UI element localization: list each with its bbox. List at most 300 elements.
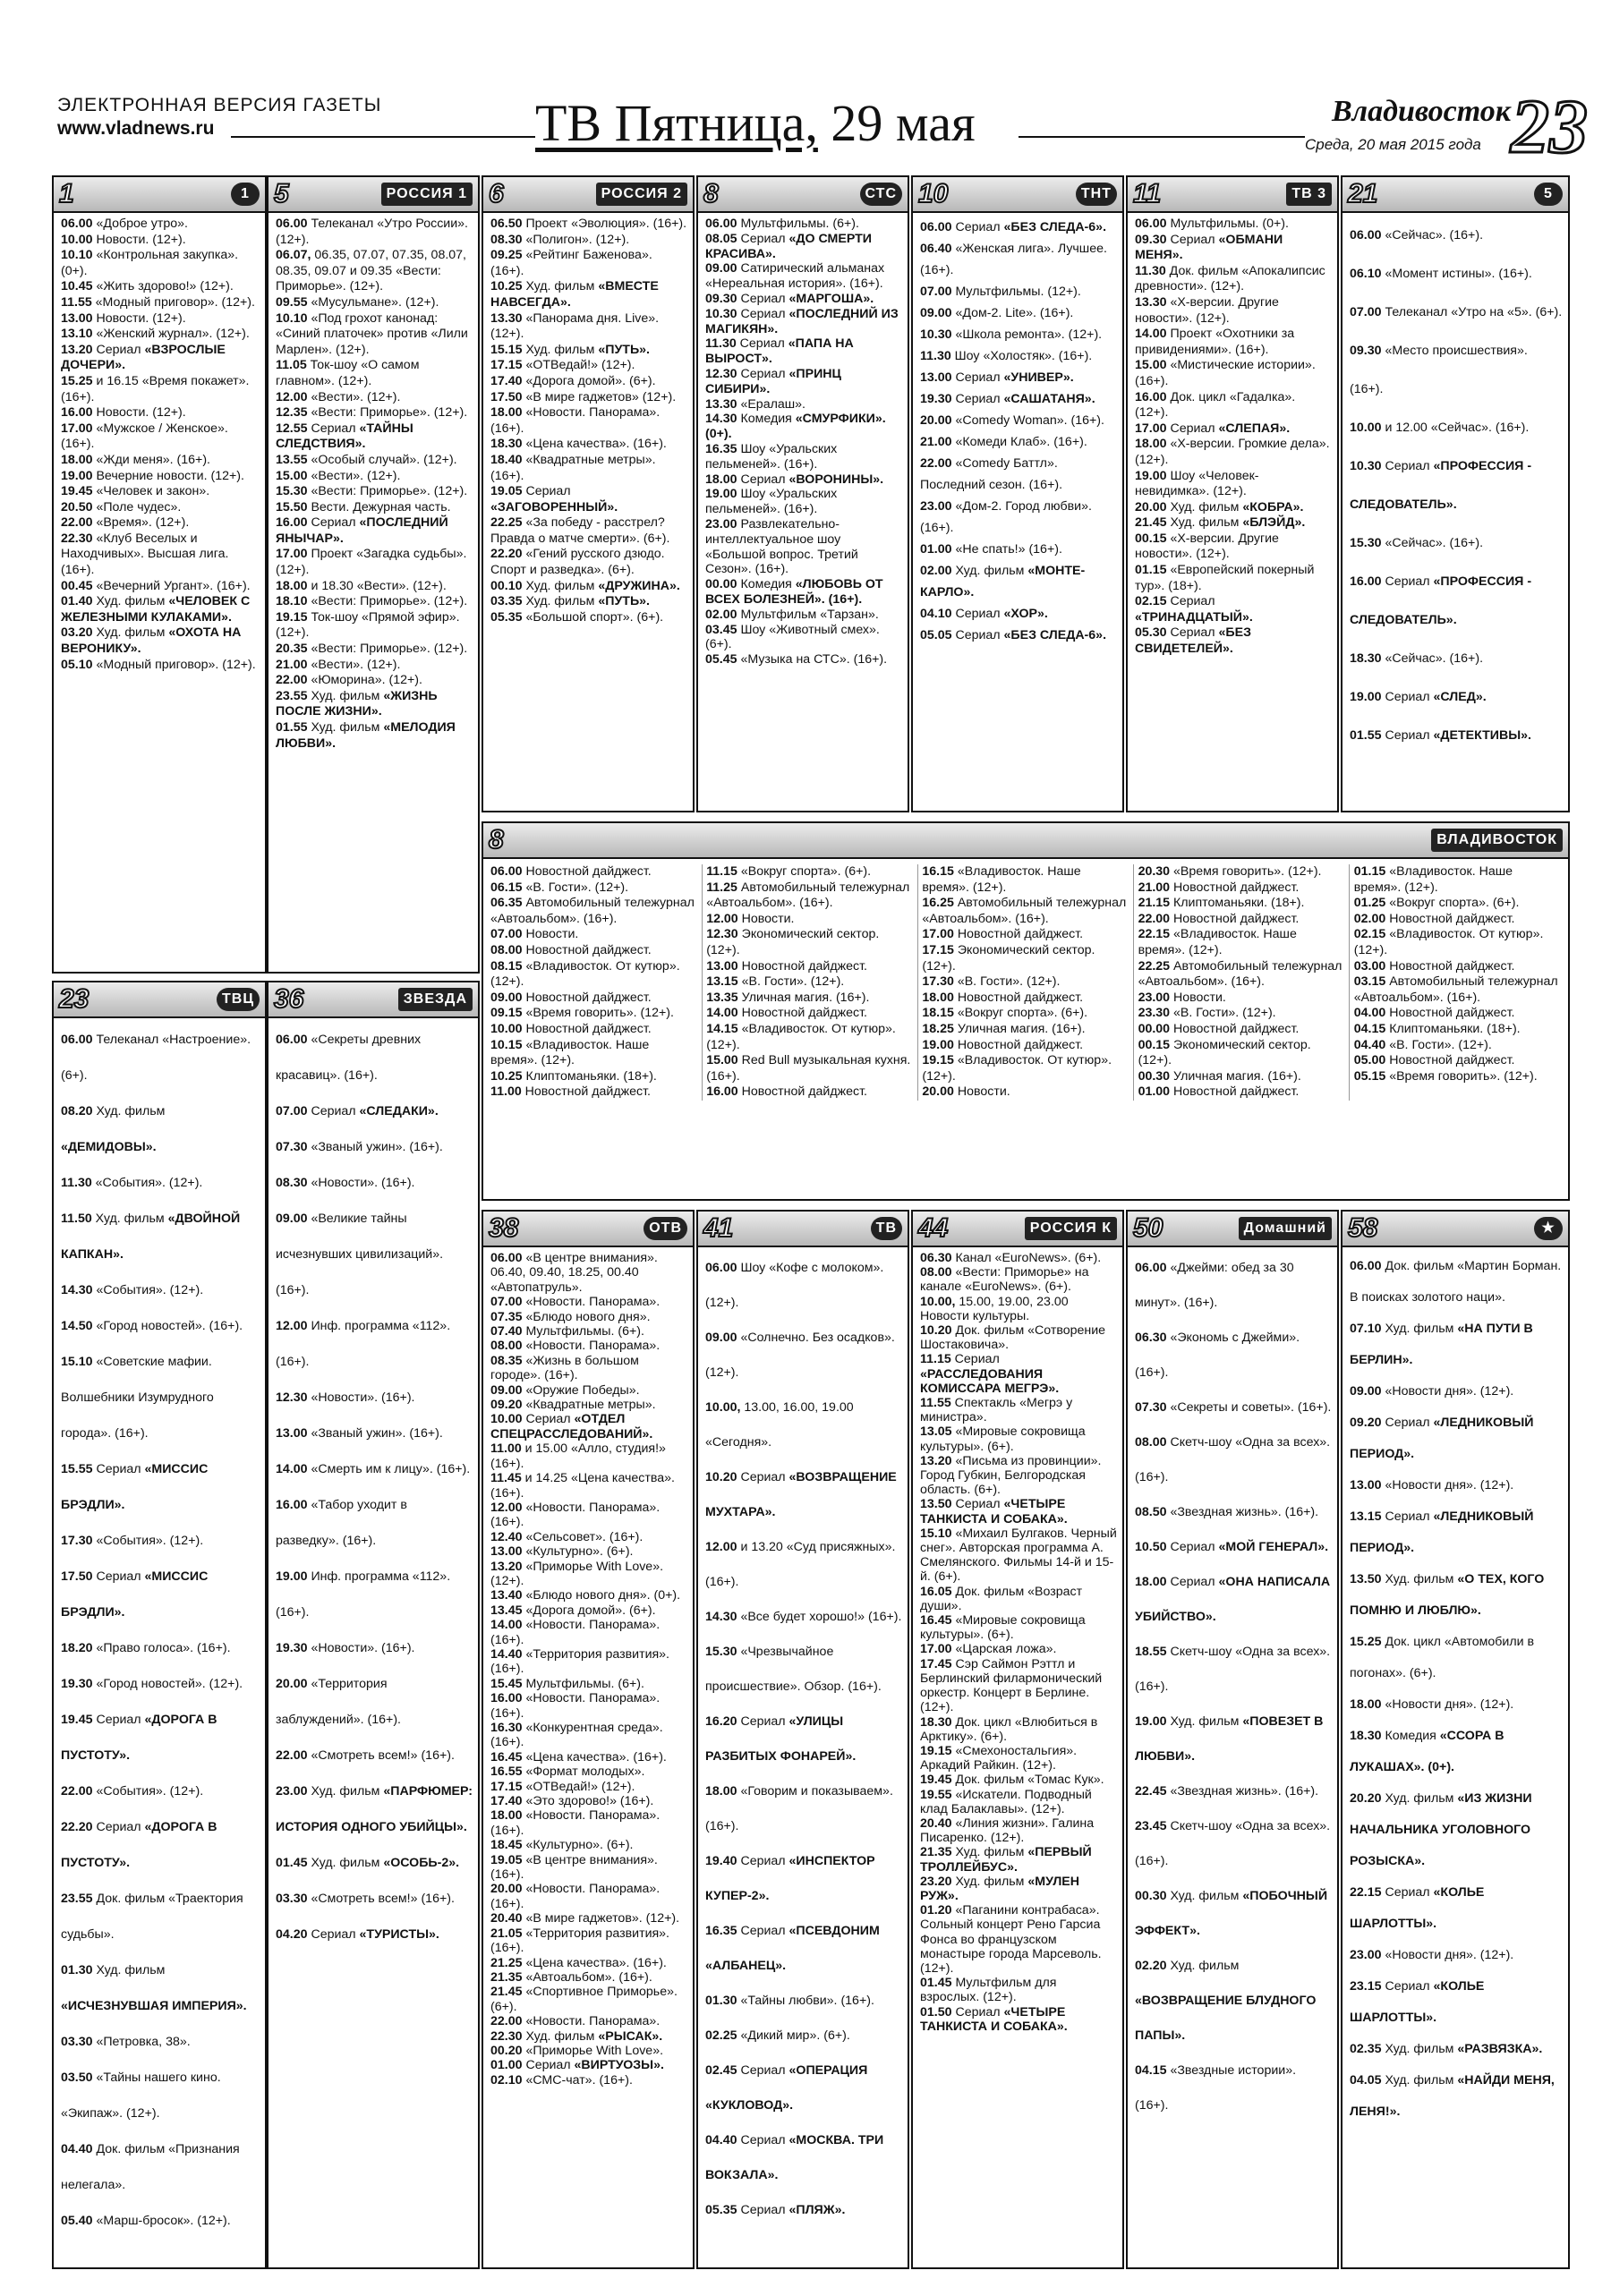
- schedule-title: Сериал «МОЙ ГЕНЕРАЛ».: [1170, 1540, 1329, 1554]
- schedule-title: Red Bull музыкальная кухня. (16+).: [706, 1053, 911, 1084]
- schedule-title: «Секреты и советы». (16+).: [1170, 1400, 1332, 1415]
- schedule-time: 01.00: [920, 542, 956, 557]
- program-title: «НАЙДИ МЕНЯ, ЛЕНЯ!».: [1350, 2073, 1555, 2119]
- schedule-item: [1135, 1705, 1332, 1774]
- schedule-time: 18.55: [1135, 1645, 1171, 1659]
- schedule-item: [61, 327, 260, 343]
- schedule-title: Новостной дайджест.: [741, 1084, 867, 1100]
- schedule-time: 18.00: [490, 1808, 526, 1824]
- schedule-title: Новостной дайджест.: [525, 864, 652, 879]
- schedule-time: 19.15: [276, 609, 311, 625]
- schedule-title: Телеканал «Утро России». (12+).: [276, 217, 468, 247]
- schedule-item: [276, 1380, 473, 1416]
- schedule-title: «Новости». (16+).: [311, 1390, 415, 1405]
- schedule-time: 07.00: [276, 1104, 311, 1118]
- schedule-title: «Рейтинг Баженова». (16+).: [490, 248, 652, 278]
- channel-number: 1: [59, 179, 74, 208]
- schedule-title: Шоу «Животный смех». (6+).: [705, 622, 880, 652]
- schedule-time: 01.50: [920, 2004, 956, 2020]
- channel-number: 38: [489, 1213, 519, 1243]
- schedule-time: 16.00: [706, 1084, 742, 1100]
- schedule-time: 13.55: [276, 452, 311, 467]
- schedule-item: [61, 374, 260, 405]
- schedule-item: [1135, 1495, 1332, 1530]
- schedule-title: Новостной дайджест.: [1389, 1053, 1515, 1068]
- schedule-title: Сериал «ТРИНАДЦАТЫЙ».: [1135, 594, 1253, 625]
- schedule-item: [1135, 1251, 1332, 1321]
- schedule-time: 22.20: [61, 1820, 97, 1834]
- channel-panel-23: [52, 981, 267, 2269]
- schedule-time: 17.00: [922, 927, 958, 942]
- schedule-item: [61, 531, 260, 579]
- schedule-item: [61, 1344, 260, 1451]
- schedule-time: 00.15: [1138, 1037, 1174, 1052]
- schedule-time: 06.00: [61, 1033, 97, 1047]
- schedule-time: 01.00: [1138, 1084, 1174, 1100]
- schedule-title: «Гений русского дзюдо. Спорт и разведка». (6+).: [490, 547, 665, 578]
- schedule-title: Худ. фильм «ВМЕСТЕ НАВСЕГДА».: [490, 279, 659, 310]
- schedule-title: «В мире гаджетов» (12+).: [525, 389, 677, 404]
- schedule-time: 00.45: [61, 578, 97, 593]
- schedule-item: [1138, 991, 1345, 1007]
- schedule-item: [1350, 1721, 1563, 1783]
- schedule-time: 10.45: [61, 279, 97, 294]
- schedule-item: [705, 442, 902, 472]
- schedule-title: Сериал «ДО СМЕРТИ КРАСИВА».: [705, 231, 872, 261]
- schedule-item: [490, 943, 697, 959]
- program-title: «ПЕРВЫЙ ТРОЛЛЕЙБУС».: [920, 1845, 1092, 1875]
- schedule-title: «Вести: Приморье». (12+).: [311, 484, 468, 499]
- schedule-title: «События». (12+).: [96, 1534, 204, 1548]
- schedule-time: 22.00: [1138, 911, 1174, 926]
- channel-header: [268, 982, 478, 1018]
- schedule-time: 21.00: [276, 657, 311, 672]
- schedule-item: [922, 991, 1129, 1007]
- schedule-item: [61, 469, 260, 485]
- schedule-title: «Дорога домой». (6+).: [525, 1603, 656, 1618]
- schedule-time: 16.45: [490, 1749, 526, 1765]
- schedule-time: 12.30: [276, 1390, 311, 1405]
- program-title: «ПРОФЕССИЯ - СЛЕДОВАТЕЛЬ».: [1350, 574, 1532, 627]
- schedule-time: 04.05: [1350, 2073, 1385, 2088]
- schedule-time: 14.50: [61, 1319, 97, 1333]
- schedule-title: Сатирический альманах «Нереальная история». (16+).: [705, 261, 885, 292]
- schedule-time: 08.15: [490, 958, 526, 974]
- schedule-title: Новостной дайджест.: [1173, 880, 1300, 895]
- channel-header: [483, 823, 1568, 859]
- schedule-title: Худ. фильм «РАЗВЯЗКА».: [1385, 2042, 1543, 2056]
- schedule-title: Новостной дайджест.: [525, 990, 652, 1005]
- schedule-item: [490, 311, 687, 343]
- schedule-item: [920, 410, 1117, 431]
- schedule-time: 19.15: [922, 1053, 958, 1068]
- schedule-time: 14.15: [706, 1021, 742, 1036]
- schedule-item: [920, 1657, 1117, 1715]
- schedule-item: [490, 864, 697, 880]
- schedule-title: «Петровка, 38».: [96, 2035, 191, 2049]
- channel-number: 11: [1133, 179, 1162, 208]
- channel-number: 58: [1348, 1213, 1378, 1243]
- title-day: ТВ Пятница,: [535, 94, 818, 152]
- schedule-item: [1354, 912, 1561, 928]
- schedule-title: Автомобильный тележурнал «Автоальбом». (16+).: [706, 880, 910, 911]
- schedule-time: 18.00: [61, 452, 97, 467]
- schedule-item: [922, 943, 1129, 974]
- schedule-item: [705, 1914, 902, 1984]
- schedule-title: «ОТВедай!» (12+).: [525, 358, 635, 373]
- schedule-item: [490, 1853, 687, 1883]
- schedule-title: «Культурно». (6+).: [525, 1838, 634, 1853]
- schedule-item: [705, 623, 902, 653]
- schedule-item: [705, 608, 902, 623]
- schedule-time: 16.35: [705, 1924, 741, 1938]
- schedule-title: «Культурно». (6+).: [525, 1544, 634, 1560]
- schedule-item: [490, 1985, 687, 2014]
- schedule-item: [1350, 1501, 1563, 1564]
- schedule-title: «Вести: Приморье» на канале «EuroNews». (6+).: [920, 1265, 1089, 1295]
- schedule-item: [705, 1774, 902, 1844]
- schedule-item: [61, 2060, 260, 2131]
- schedule-time: 09.00: [490, 1382, 526, 1398]
- schedule-time: 16.20: [705, 1714, 741, 1729]
- schedule-item: [1135, 1321, 1332, 1390]
- schedule-item: [276, 1666, 473, 1738]
- schedule-title: «Смерть им к лицу». (16+).: [311, 1462, 471, 1476]
- schedule-title: «Письма из провинции». Город Губкин, Белгородская область. (6+).: [920, 1453, 1102, 1498]
- schedule-time: 13.00: [490, 1544, 526, 1560]
- schedule-title: «Тайны любви». (16+).: [740, 1994, 874, 2008]
- schedule-title: Мультфильмы. (12+).: [955, 285, 1081, 299]
- schedule-title: Сериал «ВОРОНИНЫ».: [740, 472, 884, 487]
- schedule-time: 09.55: [276, 294, 311, 310]
- schedule-title: «Звездная жизнь». (16+).: [1170, 1505, 1319, 1519]
- schedule-title: Новостной дайджест.: [741, 958, 867, 974]
- schedule-time: 22.45: [1135, 1784, 1171, 1799]
- schedule-time: 01.55: [1350, 728, 1385, 743]
- schedule-title: «События». (12+).: [95, 1176, 203, 1190]
- schedule-item: [276, 1881, 473, 1917]
- schedule-list: [1128, 1247, 1337, 2127]
- schedule-title: Сериал «ПРОФЕССИЯ - СЛЕДОВАТЕЛЬ».: [1350, 574, 1532, 627]
- channel-logo: 1: [231, 183, 260, 206]
- schedule-title: Автомобильный тележурнал «Автоальбом». (16+).: [1138, 958, 1342, 990]
- schedule-title: Сериал «ПРИНЦ СИБИРИ».: [705, 366, 841, 396]
- program-title: «ОХОТА НА ВЕРОНИКУ».: [61, 625, 242, 657]
- schedule-time: 02.15: [1135, 594, 1171, 609]
- schedule-title: «Квадратные метры».: [525, 1398, 656, 1413]
- schedule-title: «Контрольная закупка». (0+).: [61, 248, 239, 278]
- schedule-item: [490, 374, 687, 390]
- schedule-item: [490, 880, 697, 897]
- schedule-item: [276, 1630, 473, 1666]
- schedule-title: Экономический сектор. (12+).: [922, 942, 1095, 974]
- schedule-time: 10.00: [61, 232, 97, 247]
- schedule-item: [490, 515, 687, 547]
- schedule-title: и 12.00 «Сейчас». (16+).: [1385, 421, 1530, 435]
- schedule-item: [920, 367, 1117, 388]
- schedule-title: «Смехоностальгия». Аркадий Райкин. (12+).: [920, 1743, 1078, 1773]
- schedule-title: Худ. фильм «ЖИЗНЬ ПОСЛЕ ЖИЗНИ».: [276, 688, 438, 719]
- schedule-title: Телеканал «Утро на «5». (6+).: [1385, 305, 1563, 319]
- schedule-time: 08.35: [490, 1353, 526, 1368]
- schedule-title: «События». (12+).: [96, 1784, 204, 1799]
- schedule-item: [490, 1383, 687, 1398]
- schedule-item: [61, 1881, 260, 1952]
- schedule-title: Новостной дайджест.: [1389, 911, 1515, 926]
- schedule-time: 15.00: [276, 468, 311, 483]
- schedule-time: 06.00: [1350, 1259, 1385, 1273]
- schedule-item: [1135, 1565, 1332, 1635]
- schedule-item: [1135, 1390, 1332, 1425]
- channel-logo: 5: [1534, 183, 1563, 206]
- schedule-title: Сериал «ХОР».: [955, 607, 1048, 621]
- schedule-item: [490, 343, 687, 359]
- schedule-item: [276, 673, 473, 689]
- schedule-time: 02.10: [490, 2072, 526, 2088]
- program-title: «БЕЗ СВИДЕТЕЛЕЙ».: [1135, 625, 1251, 657]
- schedule-title: Автомобильный тележурнал «Автоальбом». (16+).: [922, 896, 1127, 926]
- schedule-title: Док. фильм «Апокалипсис древности». (12+).: [1135, 263, 1325, 294]
- schedule-title: Сериал «ТАЙНЫ СЛЕДСТВИЯ».: [276, 421, 413, 452]
- schedule-item: [61, 579, 260, 595]
- schedule-title: «В. Гости». (12+).: [741, 974, 845, 990]
- program-title: «ПУТЬ».: [598, 342, 650, 357]
- schedule-title: «Цена качества». (16+).: [525, 1955, 667, 1970]
- schedule-item: [276, 547, 473, 578]
- schedule-time: 09.25: [490, 248, 526, 263]
- schedule-title: 13.00, 16.00, 19.00 «Сегодня».: [705, 1400, 854, 1450]
- schedule-item: [61, 343, 260, 374]
- schedule-title: «Новости». (16+).: [311, 1176, 415, 1190]
- schedule-item: [276, 515, 473, 547]
- schedule-item: [1350, 2034, 1563, 2065]
- schedule-title: Сериал «ИНСПЕКТОР КУПЕР-2».: [705, 1854, 875, 1903]
- schedule-item: [1135, 1879, 1332, 1949]
- channel-panel-38: [482, 1210, 695, 2269]
- schedule-time: 15.50: [276, 499, 311, 514]
- schedule-time: 04.10: [920, 607, 956, 621]
- schedule-title: Новостной дайджест.: [525, 942, 652, 957]
- schedule-item: [1135, 264, 1332, 295]
- schedule-item: [61, 248, 260, 279]
- schedule-title: «Это здорово!» (16+).: [525, 1794, 654, 1809]
- schedule-time: 16.05: [920, 1584, 956, 1599]
- program-title: «КОЛЬЕ ШАРЛОТТЫ».: [1350, 1979, 1485, 2025]
- channel-number: 23: [59, 984, 90, 1014]
- schedule-title: «Под грохот канонад: «Синий платочек» против «Лили Марлен». (12+).: [276, 310, 468, 357]
- schedule-title: «Женская лига». Лучшее. (16+).: [920, 242, 1107, 277]
- schedule-title: Мультфильмы. (6+).: [525, 1324, 644, 1339]
- schedule-time: 07.40: [490, 1324, 526, 1339]
- schedule-item: [490, 2044, 687, 2058]
- schedule-item: [920, 217, 1117, 238]
- schedule-item: [490, 390, 687, 406]
- schedule-title: «Приморье With Love».: [525, 2043, 664, 2058]
- schedule-item: [920, 1352, 1117, 1396]
- schedule-title: «Владивосток. От кутюр». (12+).: [1353, 927, 1544, 957]
- schedule-title: Сериал «ОБМАНИ МЕНЯ».: [1135, 232, 1283, 263]
- schedule-title: «Вокруг спорта». (6+).: [957, 1006, 1088, 1021]
- schedule-time: 01.55: [276, 720, 311, 735]
- schedule-item: [490, 1618, 687, 1647]
- schedule-time: 18.25: [922, 1021, 958, 1036]
- schedule-time: 00.20: [490, 2043, 526, 2058]
- schedule-item: [490, 1794, 687, 1808]
- schedule-item: [490, 2073, 687, 2088]
- schedule-item: [490, 991, 697, 1007]
- schedule-time: 13.20: [920, 1453, 956, 1468]
- channel-number: 6: [489, 179, 504, 208]
- schedule-item: [706, 1053, 913, 1084]
- schedule-time: 22.30: [61, 531, 97, 546]
- schedule-item: [920, 1251, 1117, 1265]
- schedule-title: «Европейский покерный тур». (18+).: [1135, 563, 1315, 593]
- schedule-time: 13.20: [61, 342, 97, 357]
- schedule-title: Док. фильм «Томас Кук».: [955, 1773, 1104, 1788]
- schedule-title: «Тайны нашего кино. «Экипаж». (12+).: [61, 2071, 221, 2121]
- schedule-item: [705, 367, 902, 397]
- schedule-time: 16.00: [1135, 389, 1171, 404]
- schedule-item: [61, 1165, 260, 1201]
- schedule-time: 06.00: [1135, 217, 1171, 231]
- schedule-title: «Вести». (12+).: [311, 389, 401, 404]
- schedule-time: 21.45: [490, 1985, 526, 2000]
- schedule-time: 11.15: [920, 1352, 955, 1367]
- schedule-title: «Оружие Победы».: [525, 1382, 640, 1398]
- schedule-title: «Новости. Панорама».: [525, 2014, 661, 2029]
- schedule-time: 14.30: [61, 1283, 97, 1297]
- schedule-item: [61, 1630, 260, 1666]
- schedule-time: 01.20: [920, 1903, 956, 1918]
- schedule-item: [490, 1354, 687, 1383]
- program-title: «ДРУЖИНА».: [598, 578, 680, 593]
- schedule-time: 23.00: [705, 516, 741, 531]
- schedule-time: 17.15: [490, 1779, 526, 1794]
- schedule-title: Худ. фильм «ПАРФЮМЕР: ИСТОРИЯ ОДНОГО УБИЙЦЫ».: [276, 1784, 473, 1834]
- schedule-item: [276, 1093, 473, 1129]
- schedule-item: [276, 1773, 473, 1845]
- channel-logo: СТС: [860, 183, 902, 206]
- schedule-time: 09.30: [1350, 344, 1385, 358]
- schedule-item: [1354, 1053, 1561, 1069]
- schedule-time: 20.00: [276, 1677, 311, 1691]
- schedule-title: Новостной дайджест.: [524, 1084, 651, 1100]
- schedule-title: Новости. (12+).: [96, 310, 186, 326]
- schedule-item: [276, 1917, 473, 1952]
- site-url[interactable]: www.vladnews.ru: [57, 118, 215, 139]
- schedule-time: 02.20: [1135, 1959, 1171, 1973]
- schedule-title: Шоу «Уральских пельменей». (16+).: [705, 487, 838, 517]
- schedule-title: «Сейчас». (16+).: [1385, 536, 1484, 550]
- schedule-title: «Территория развития». (16+).: [490, 1646, 670, 1677]
- schedule-time: 09.15: [490, 1006, 526, 1021]
- schedule-time: 02.45: [705, 2063, 741, 2078]
- schedule-time: 18.30: [1350, 651, 1385, 666]
- channel-panel-11: [1126, 175, 1339, 812]
- schedule-item: [490, 437, 687, 453]
- schedule-time: 17.40: [490, 1794, 526, 1809]
- schedule-title: «Жизнь в большом городе». (16+).: [490, 1353, 639, 1383]
- program-title: «РАССЛЕДОВАНИЯ КОМИССАРА МЕГРЭ».: [920, 1366, 1060, 1396]
- schedule-title: Новостной дайджест.: [525, 1021, 652, 1036]
- schedule-time: 09.30: [705, 291, 741, 306]
- schedule-time: 20.30: [1138, 864, 1174, 879]
- schedule-time: 11.00: [490, 1084, 525, 1100]
- schedule-time: 19.40: [705, 1854, 741, 1868]
- schedule-item: [1350, 447, 1563, 524]
- schedule-item: [1138, 1006, 1345, 1022]
- schedule-item: [1350, 1627, 1563, 1689]
- program-title: «ОПЕРАЦИЯ «КУКЛОВОД».: [705, 2063, 868, 2113]
- schedule-item: [490, 1808, 687, 1838]
- schedule-time: 20.40: [490, 1911, 526, 1926]
- schedule-time: 12.40: [490, 1529, 526, 1544]
- schedule-time: 17.15: [922, 942, 958, 957]
- schedule-item: [705, 1844, 902, 1914]
- schedule-time: 05.30: [1135, 625, 1171, 641]
- schedule-item: [920, 388, 1117, 410]
- schedule-item: [705, 652, 902, 668]
- schedule-time: 11.55: [61, 294, 96, 310]
- schedule-title: «Автоальбом». (16+).: [525, 1969, 652, 1985]
- schedule-item: [920, 345, 1117, 367]
- schedule-title: «Новости. Панорама».: [525, 1295, 661, 1310]
- schedule-item: [61, 1272, 260, 1308]
- schedule-time: 15.10: [920, 1526, 956, 1541]
- program-title: «ДОРОГА В ПУСТОТУ».: [61, 1820, 217, 1870]
- schedule-time: 18.00: [1135, 1575, 1171, 1589]
- schedule-item: [1354, 1022, 1561, 1038]
- schedule-title: 15.00, 19.00, 23.00 Новости культуры.: [920, 1294, 1069, 1323]
- schedule-time: 09.00: [920, 306, 956, 320]
- schedule-time: 17.00: [276, 547, 311, 562]
- schedule-title: «Секреты древних красавиц». (16+).: [276, 1033, 422, 1083]
- schedule-title: «Блюдо нового дня».: [525, 1309, 651, 1324]
- schedule-item: [276, 1487, 473, 1559]
- schedule-title: «Вечерний Ургант». (16+).: [96, 578, 251, 593]
- schedule-item: [276, 1201, 473, 1308]
- schedule-title: «В центре внимания». (16+).: [490, 1852, 658, 1883]
- schedule-item: [920, 1816, 1117, 1845]
- schedule-time: 21.15: [1138, 896, 1174, 911]
- schedule-title: «Мистические истории». (16+).: [1135, 358, 1316, 388]
- program-title: «САШАТАНЯ».: [1003, 392, 1095, 406]
- schedule-title: Сериал «ОНА НАПИСАЛА УБИЙСТВО».: [1135, 1575, 1331, 1624]
- program-title: «СЛЕДАКИ».: [359, 1104, 439, 1118]
- schedule-item: [1350, 1251, 1563, 1314]
- schedule-item: [490, 610, 687, 626]
- schedule-time: 15.25: [61, 373, 97, 388]
- schedule-item: [490, 547, 687, 578]
- schedule-title: Спектакль «Мегрэ у министра».: [920, 1396, 1073, 1425]
- schedule-title: Худ. фильм «ОСОБЬ-2».: [311, 1856, 460, 1870]
- schedule-item: [922, 1084, 1129, 1101]
- schedule-time: 18.45: [490, 1838, 526, 1853]
- program-title: «ЗАГОВОРЕННЫЙ».: [490, 499, 618, 514]
- schedule-time: 19.45: [61, 1713, 97, 1727]
- channel-header: [54, 177, 265, 213]
- schedule-title: «Вести». (12+).: [311, 468, 401, 483]
- schedule-time: 09.30: [1135, 232, 1171, 247]
- schedule-title: «Дом-2. Lite». (16+).: [955, 306, 1074, 320]
- program-title: «ОНА НАПИСАЛА УБИЙСТВО».: [1135, 1575, 1331, 1624]
- schedule-time: 13.00: [61, 310, 97, 326]
- schedule-time: 19.00: [922, 1037, 958, 1052]
- schedule-title: Новости. (12+).: [96, 232, 186, 247]
- schedule-item: [276, 610, 473, 642]
- schedule-time: 06.40: [920, 242, 956, 256]
- schedule-item: [1135, 2054, 1332, 2123]
